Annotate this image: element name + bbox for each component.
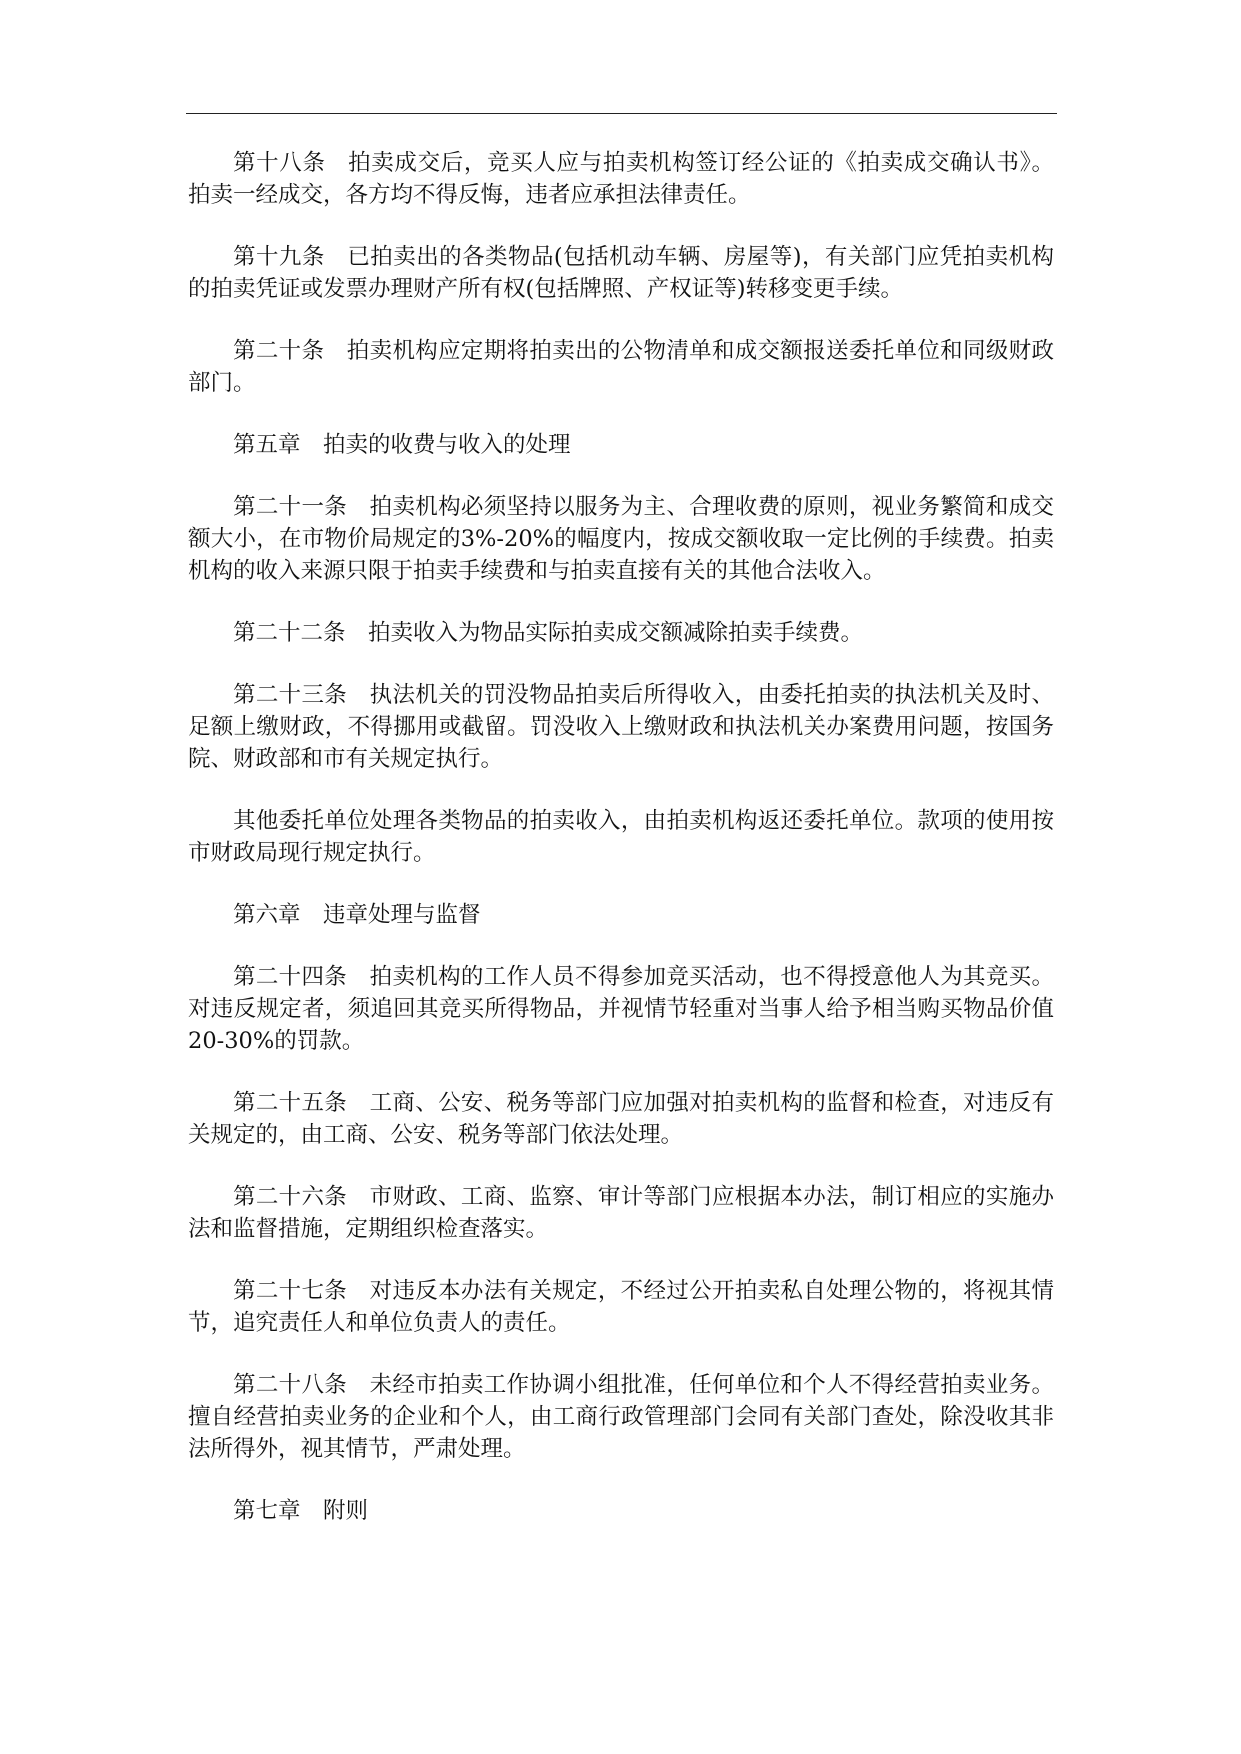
chapter-title: 违章处理与监督 <box>323 902 481 928</box>
article-text: 执法机关的罚没物品拍卖后所得收入，由委托拍卖的执法机关及时、足额上缴财政，不得挪用或截留。罚没收入上缴财政和执法机关办案费用问题，按国务院、财政部和市有关规定执行。 <box>188 682 1054 772</box>
article-text: 拍卖成交后，竞买人应与拍卖机构签订经公证的《拍卖成交确认书》。拍卖一经成交，各方均不得反悔，违者应承担法律责任。 <box>188 150 1054 208</box>
article-label: 第二十一条 <box>233 494 348 520</box>
article-28 <box>188 1369 1054 1465</box>
article-text: 未经市拍卖工作协调小组批准，任何单位和个人不得经营拍卖业务。擅自经营拍卖业务的企业和个人，由工商行政管理部门会同有关部门查处，除没收其非法所得外，视其情节，严肃处理。 <box>188 1372 1054 1462</box>
article-18 <box>188 147 1054 211</box>
article-26 <box>188 1181 1054 1245</box>
article-23 <box>188 679 1054 775</box>
paragraph-text: 其他委托单位处理各类物品的拍卖收入，由拍卖机构返还委托单位。款项的使用按市财政局现行规定执行。 <box>188 808 1054 866</box>
article-20 <box>188 335 1054 399</box>
article-label: 第二十五条 <box>233 1090 348 1116</box>
chapter-label: 第五章 <box>233 432 301 458</box>
chapter-label: 第七章 <box>233 1498 301 1524</box>
chapter-title: 拍卖的收费与收入的处理 <box>323 432 571 458</box>
article-label: 第十八条 <box>233 150 326 176</box>
article-25 <box>188 1087 1054 1151</box>
article-text: 市财政、工商、监察、审计等部门应根据本办法，制订相应的实施办法和监督措施，定期组织检查落实。 <box>188 1184 1054 1242</box>
article-text: 拍卖机构的工作人员不得参加竞买活动，也不得授意他人为其竞买。对违反规定者，须追回其竞买所得物品，并视情节轻重对当事人给予相当购买物品价值20-30%的罚款。 <box>188 964 1054 1054</box>
article-label: 第二十二条 <box>233 620 346 646</box>
chapter-5-heading <box>188 429 1054 461</box>
article-text: 拍卖机构必须坚持以服务为主、合理收费的原则，视业务繁简和成交额大小，在市物价局规定的3%-20%的幅度内，按成交额收取一定比例的手续费。拍卖机构的收入来源只限于拍卖手续费和与拍卖直接有关的其他合法收入。 <box>188 494 1054 584</box>
header-rule <box>186 113 1057 114</box>
article-label: 第二十八条 <box>233 1372 348 1398</box>
article-text: 拍卖机构应定期将拍卖出的公物清单和成交额报送委托单位和同级财政部门。 <box>188 338 1054 396</box>
article-label: 第二十三条 <box>233 682 348 708</box>
article-label: 第二十条 <box>233 338 325 364</box>
article-text: 对违反本办法有关规定，不经过公开拍卖私自处理公物的，将视其情节，追究责任人和单位负责人的责任。 <box>188 1278 1054 1336</box>
plain-paragraph <box>188 805 1054 869</box>
article-text: 拍卖收入为物品实际拍卖成交额减除拍卖手续费。 <box>368 620 864 646</box>
article-label: 第十九条 <box>233 244 325 270</box>
article-label: 第二十六条 <box>233 1184 348 1210</box>
chapter-7-heading <box>188 1495 1054 1527</box>
chapter-title: 附则 <box>323 1498 369 1524</box>
document-body <box>188 147 1054 1557</box>
article-text: 工商、公安、税务等部门应加强对拍卖机构的监督和检查，对违反有关规定的，由工商、公安、税务等部门依法处理。 <box>188 1090 1054 1148</box>
chapter-6-heading <box>188 899 1054 931</box>
article-21 <box>188 491 1054 587</box>
article-label: 第二十四条 <box>233 964 348 990</box>
chapter-label: 第六章 <box>233 902 301 928</box>
article-22 <box>188 617 1054 649</box>
article-24 <box>188 961 1054 1057</box>
article-19 <box>188 241 1054 305</box>
article-text: 已拍卖出的各类物品(包括机动车辆、房屋等)，有关部门应凭拍卖机构的拍卖凭证或发票办理财产所有权(包括牌照、产权证等)转移变更手续。 <box>188 244 1054 302</box>
article-27 <box>188 1275 1054 1339</box>
article-label: 第二十七条 <box>233 1278 348 1304</box>
